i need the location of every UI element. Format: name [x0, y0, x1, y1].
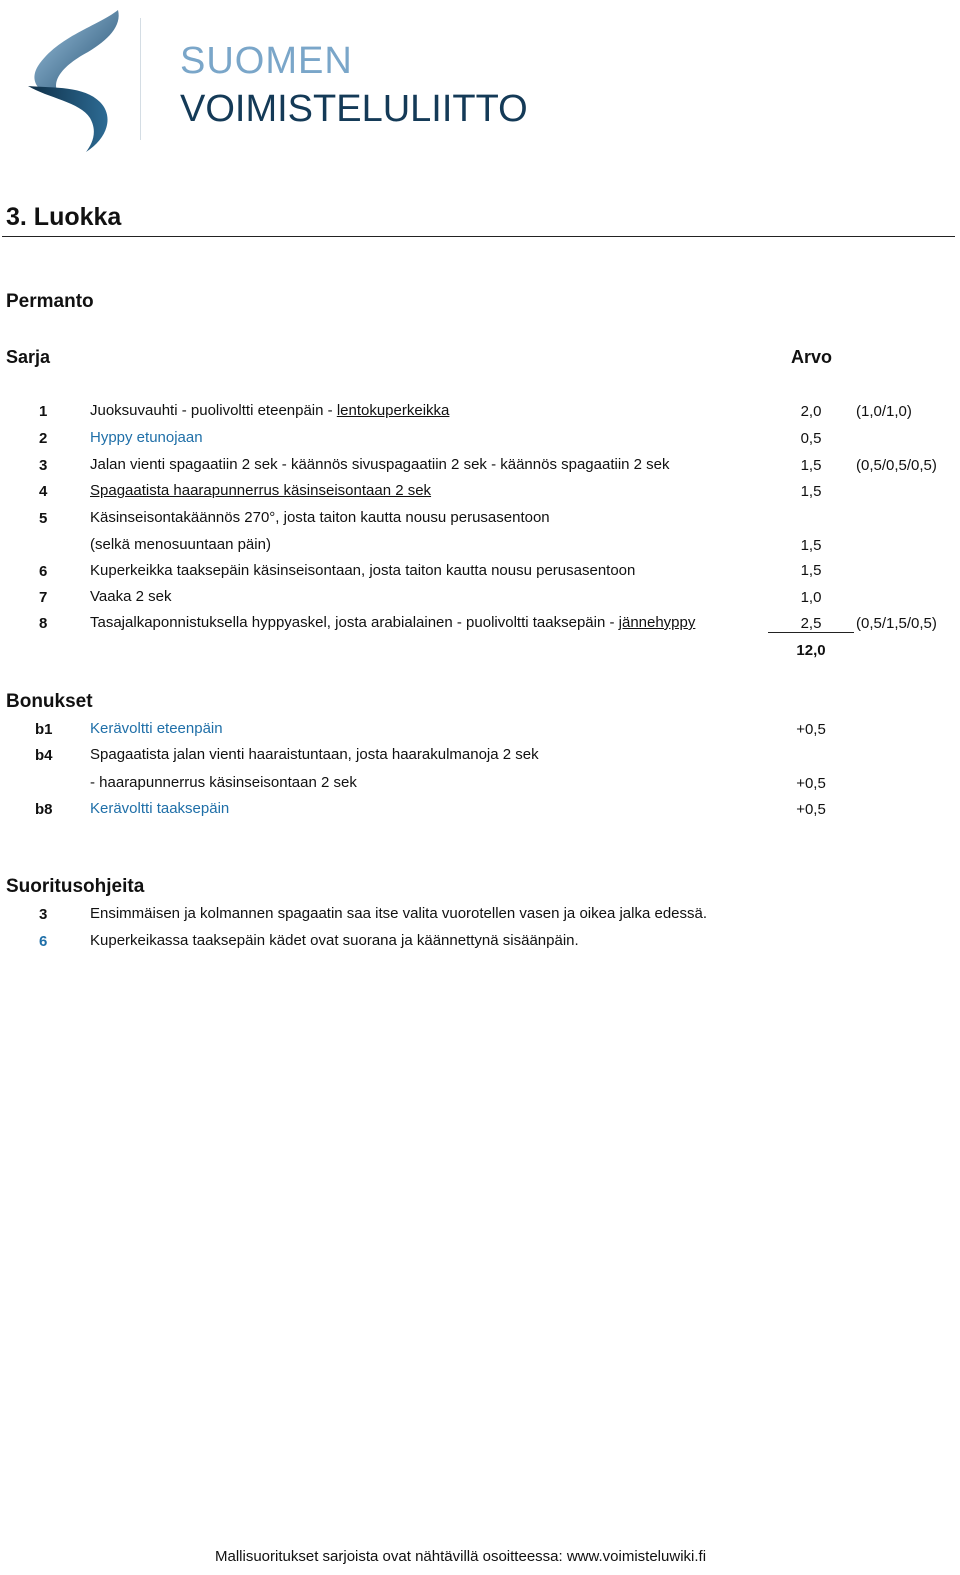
logo-text-voimisteluliitto: VOIMISTELULIITTO [180, 88, 528, 130]
row-text-plain: Juoksuvauhti - puolivoltti eteenpäin - [90, 402, 337, 419]
row-value: 1,5 [800, 562, 822, 579]
header-arvo: Arvo [791, 347, 833, 367]
bonus-code: b8 [35, 801, 53, 818]
section-title-permanto: Permanto [6, 291, 94, 312]
page-title: 3. Luokka [6, 203, 122, 231]
bonus-text-link-keravoltti-taaksepain[interactable]: Kerävoltti taaksepäin [90, 800, 230, 817]
footer-note: Mallisuoritukset sarjoista ovat nähtävillä osoitteessa: www.voimisteluwiki.fi [215, 1548, 707, 1565]
bonus-code: b4 [35, 747, 53, 764]
header-sarja: Sarja [6, 347, 51, 367]
instruction-number: 3 [39, 906, 48, 923]
instruction-text: Kuperkeikassa taaksepäin kädet ovat suorana ja käännettynä sisäänpäin. [90, 932, 579, 949]
row-text: Käsinseisontakäännös 270°, josta taiton kautta nousu perusasentoon [90, 509, 550, 526]
row-breakdown: (0,5/1,5/0,5) [856, 615, 937, 632]
row-value: 2,0 [800, 403, 822, 420]
row-breakdown: (1,0/1,0) [856, 403, 912, 420]
row-text-link-spagaatista[interactable]: Spagaatista haarapunnerrus käsinseisontaan 2 sek [90, 482, 432, 499]
title-divider [2, 236, 955, 237]
swoosh-logo-icon [18, 6, 168, 156]
logo-text-suomen: SUOMEN [180, 40, 353, 82]
row-text-plain: Tasajalkaponnistuksella hyppyaskel, josta arabialainen - puolivoltti taaksepäin - [90, 614, 619, 631]
row-text: Jalan vienti spagaatiin 2 sek - käännös sivuspagaatiin 2 sek - käännös spagaatiin 2 sek [90, 456, 670, 473]
row-text: Kuperkeikka taaksepäin käsinseisontaan, josta taiton kautta nousu perusasentoon [90, 562, 636, 579]
row-text-link-hyppy-etunojaan[interactable]: Hyppy etunojaan [90, 429, 203, 446]
row-number: 5 [39, 510, 48, 527]
row-value: 2,5 [800, 615, 822, 632]
row-number: 4 [39, 483, 48, 500]
row-breakdown: (0,5/0,5/0,5) [856, 457, 937, 474]
row-value: 1,5 [800, 483, 822, 500]
total-value: 12,0 [796, 642, 826, 659]
row-number: 6 [39, 563, 48, 580]
row-text-link-lentokuperkeikka[interactable]: lentokuperkeikka [336, 402, 450, 419]
bonus-value: +0,5 [796, 721, 826, 738]
section-title-bonukset: Bonukset [6, 691, 93, 712]
row-number: 8 [39, 615, 48, 632]
row-number: 2 [39, 430, 48, 447]
row-value: 1,0 [800, 589, 822, 606]
row-text: Vaaka 2 sek [90, 588, 172, 605]
bonus-value: +0,5 [796, 775, 826, 792]
instruction-text: Ensimmäisen ja kolmannen spagaatin saa itse valita vuorotellen vasen ja oikea jalka edessä. [90, 905, 708, 922]
row-number: 3 [39, 457, 48, 474]
section-title-suoritusohjeita: Suoritusohjeita [6, 876, 145, 897]
logo [18, 6, 528, 156]
bonus-text-link-keravoltti-eteenpain[interactable]: Kerävoltti eteenpäin [90, 720, 223, 737]
row-text-link-jannehyppy[interactable]: jännehyppy [618, 614, 696, 631]
row-value: 1,5 [800, 537, 822, 554]
bonus-text-continuation: - haarapunnerrus käsinseisontaan 2 sek [90, 774, 357, 791]
row-text [90, 614, 695, 631]
bonus-text: Spagaatista jalan vienti haaraistuntaan, josta haarakulmanoja 2 sek [90, 746, 539, 763]
row-number: 7 [39, 589, 48, 606]
bonus-code: b1 [35, 721, 53, 738]
row-value: 0,5 [800, 430, 822, 447]
row-text [90, 402, 449, 419]
row-text-continuation: (selkä menosuuntaan päin) [90, 536, 271, 553]
bonus-value: +0,5 [796, 801, 826, 818]
row-number: 1 [39, 403, 48, 420]
sum-divider [768, 632, 854, 633]
instruction-number: 6 [39, 933, 48, 950]
row-value: 1,5 [800, 457, 822, 474]
